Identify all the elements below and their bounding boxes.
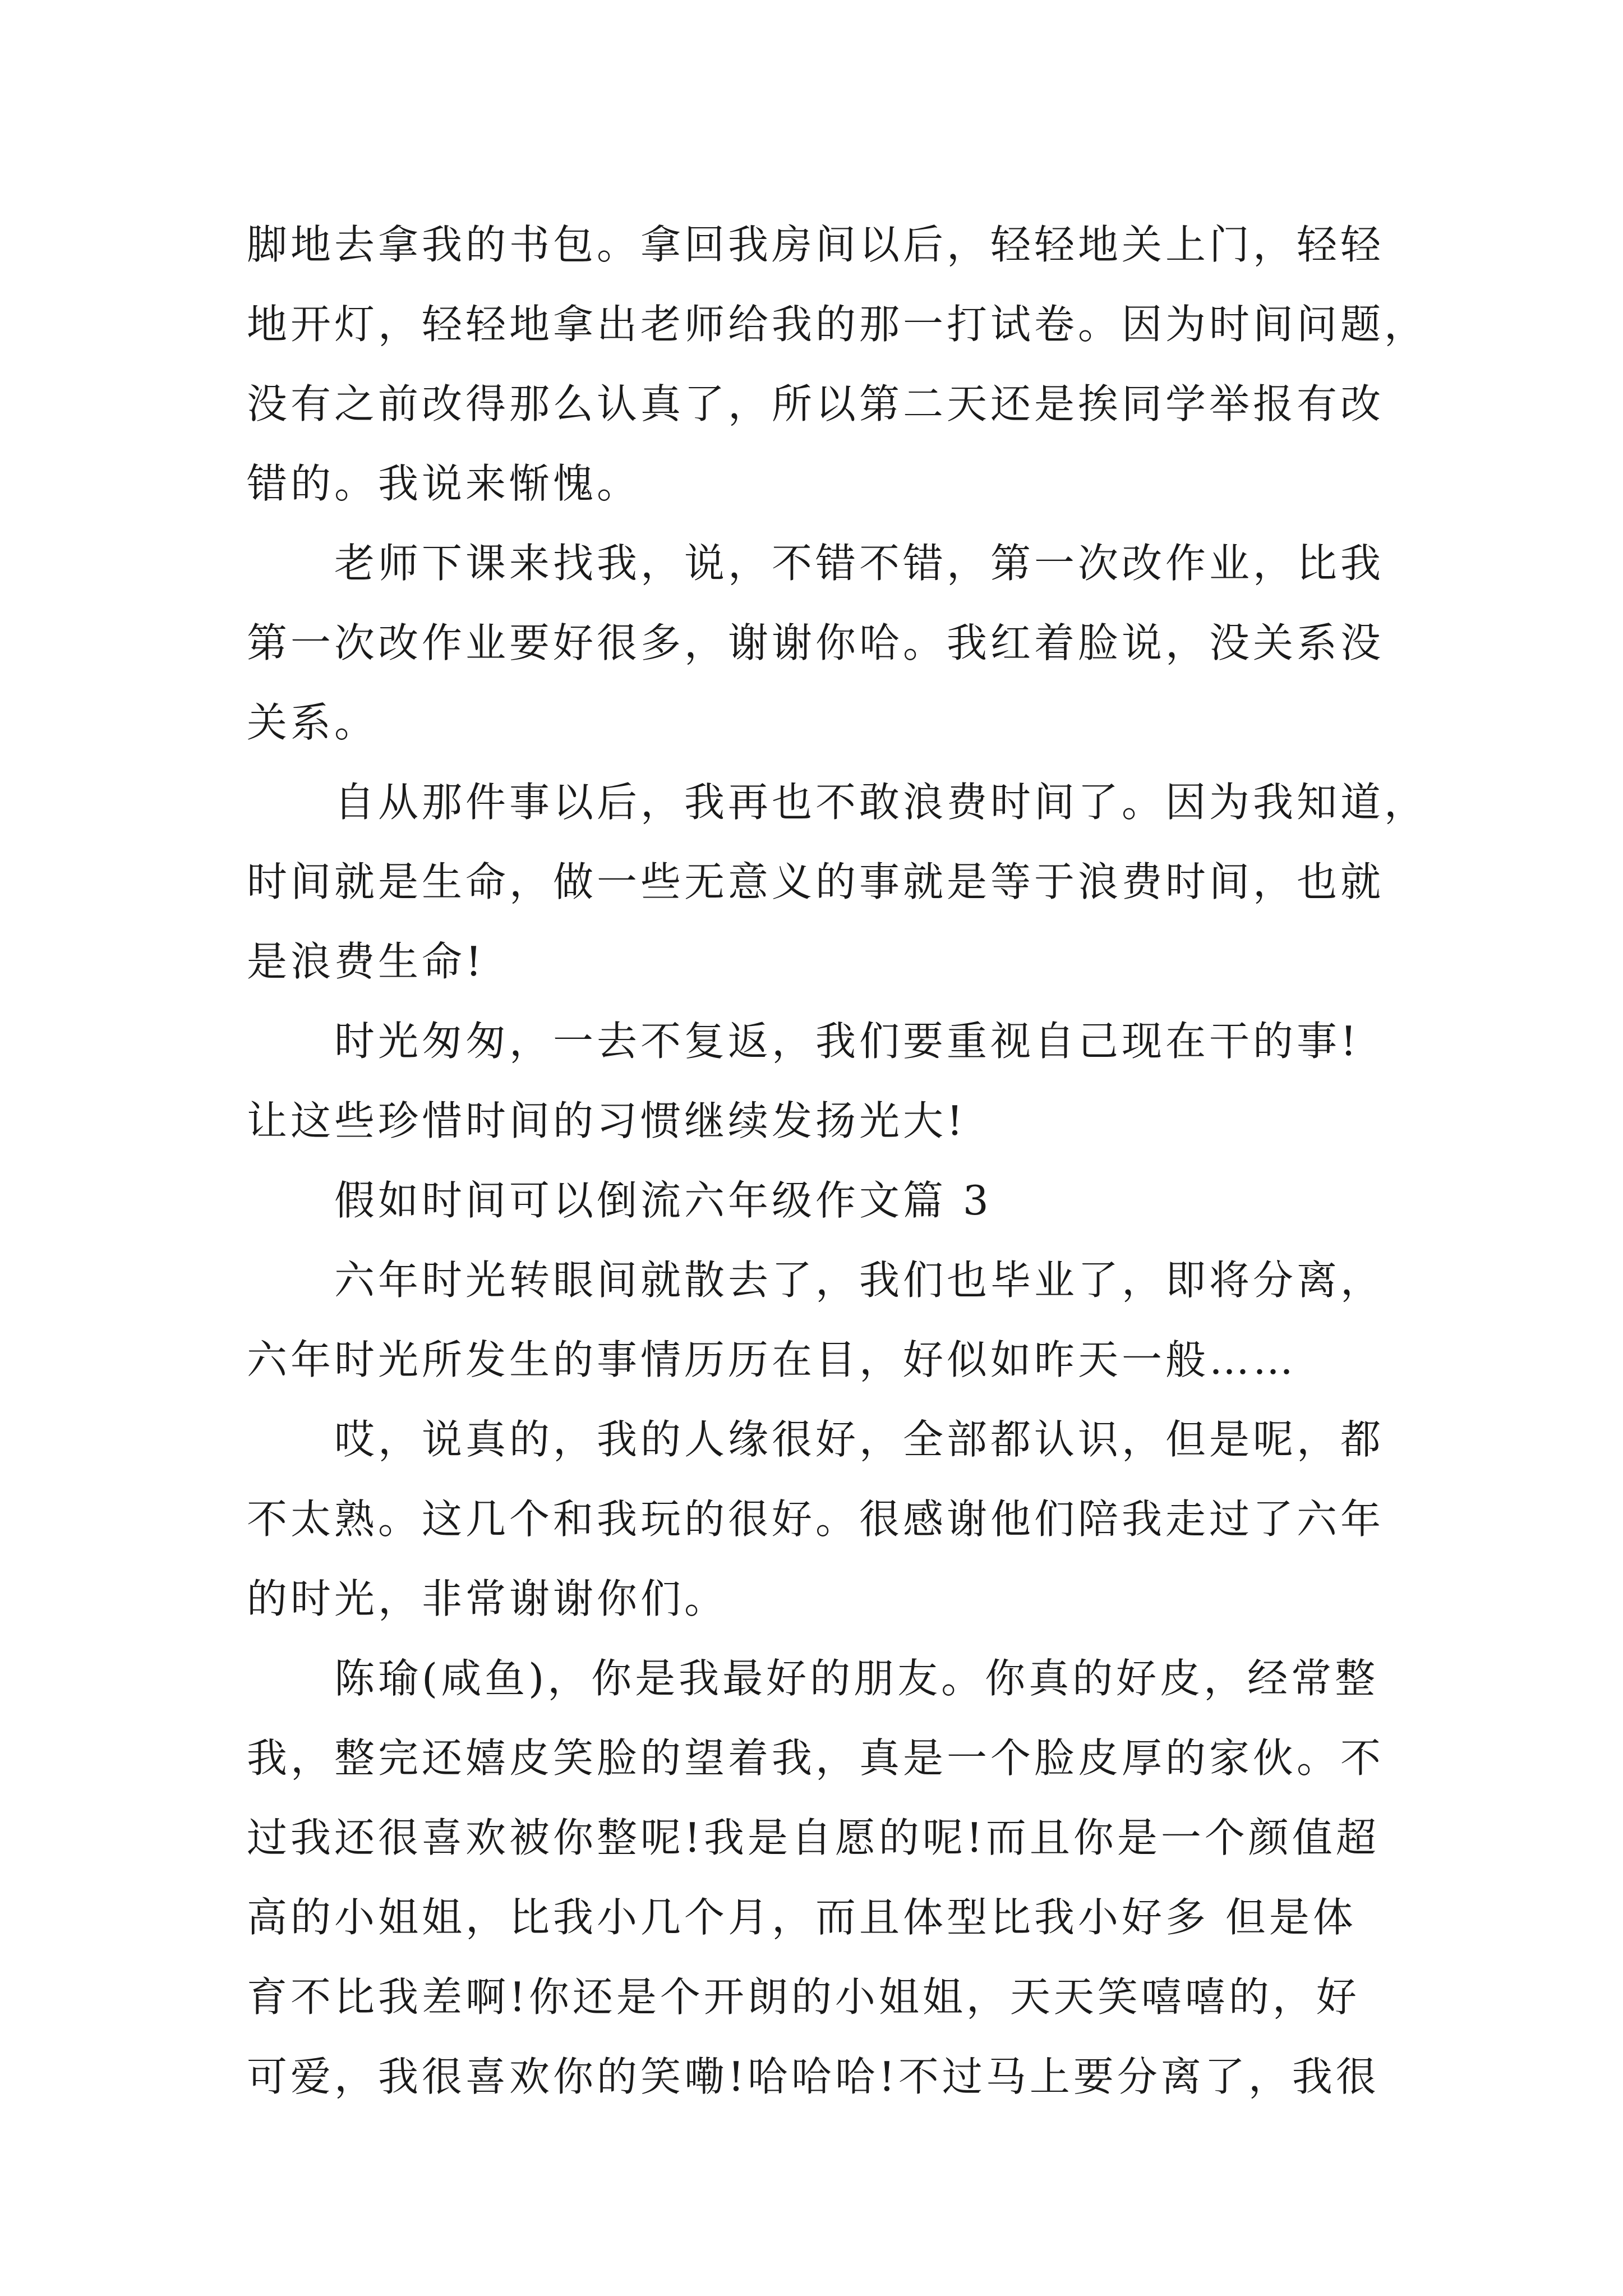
text-line: 是浪费生命! — [247, 938, 485, 985]
paragraph — [247, 205, 1428, 523]
text-line: 哎，说真的，我的人缘很好，全部都认识，但是呢，都 — [334, 1416, 1385, 1463]
text-line: 过我还很喜欢被你整呢!我是自愿的呢!而且你是一个颜值超 — [247, 1814, 1380, 1861]
paragraph — [247, 1400, 1391, 1639]
text-line: 育不比我差啊!你还是个开朗的小姐姐，天天笑嘻嘻的，好 — [247, 1973, 1360, 2021]
text-line: 让这些珍惜时间的习惯继续发扬光大! — [247, 1097, 966, 1144]
document-body — [247, 205, 1428, 2116]
paragraph — [247, 1639, 1391, 2116]
text-line: 自从那件事以后，我再也不敢浪费时间了。因为我知道， — [334, 779, 1428, 826]
text-line: 地开灯，轻轻地拿出老师给我的那一打试卷。因为时间问题， — [247, 301, 1428, 348]
text-line: 时间就是生命，做一些无意义的事就是等于浪费时间，也就 — [247, 858, 1385, 905]
text-line: 错的。我说来惭愧。 — [247, 460, 641, 507]
text-line: 高的小姐姐，比我小几个月，而且体型比我小好多 但是体 — [247, 1894, 1357, 1941]
text-line: 的时光，非常谢谢你们。 — [247, 1575, 728, 1622]
text-line: 关系。 — [247, 699, 379, 746]
text-line: 不太熟。这几个和我玩的很好。很感谢他们陪我走过了六年 — [247, 1496, 1385, 1543]
paragraph — [247, 523, 1391, 762]
text-line: 假如时间可以倒流六年级作文篇 3 — [334, 1177, 992, 1224]
paragraph — [247, 1001, 1391, 1161]
text-line: 时光匆匆，一去不复返，我们要重视自己现在干的事! — [334, 1018, 1360, 1065]
paragraph — [247, 1240, 1391, 1400]
text-line: 没有之前改得那么认真了，所以第二天还是挨同学举报有改 — [247, 380, 1385, 427]
text-line: 陈瑜(咸鱼)，你是我最好的朋友。你真的好皮，经常整 — [334, 1655, 1379, 1702]
text-line: 可爱，我很喜欢你的笑嘞!哈哈哈!不过马上要分离了，我很 — [247, 2053, 1380, 2100]
paragraph — [247, 762, 1428, 1001]
text-line: 六年时光所发生的事情历历在目，好似如昨天一般…… — [247, 1336, 1297, 1383]
section-heading — [247, 1161, 1391, 1240]
text-line: 六年时光转眼间就散去了，我们也毕业了，即将分离， — [334, 1257, 1385, 1304]
text-line: 老师下课来找我，说，不错不错，第一次改作业，比我 — [334, 540, 1385, 587]
text-line: 第一次改作业要好很多，谢谢你哈。我红着脸说，没关系没 — [247, 619, 1385, 666]
text-line: 我，整完还嬉皮笑脸的望着我，真是一个脸皮厚的家伙。不 — [247, 1734, 1385, 1782]
text-line: 脚地去拿我的书包。拿回我房间以后，轻轻地关上门，轻轻 — [247, 221, 1385, 268]
